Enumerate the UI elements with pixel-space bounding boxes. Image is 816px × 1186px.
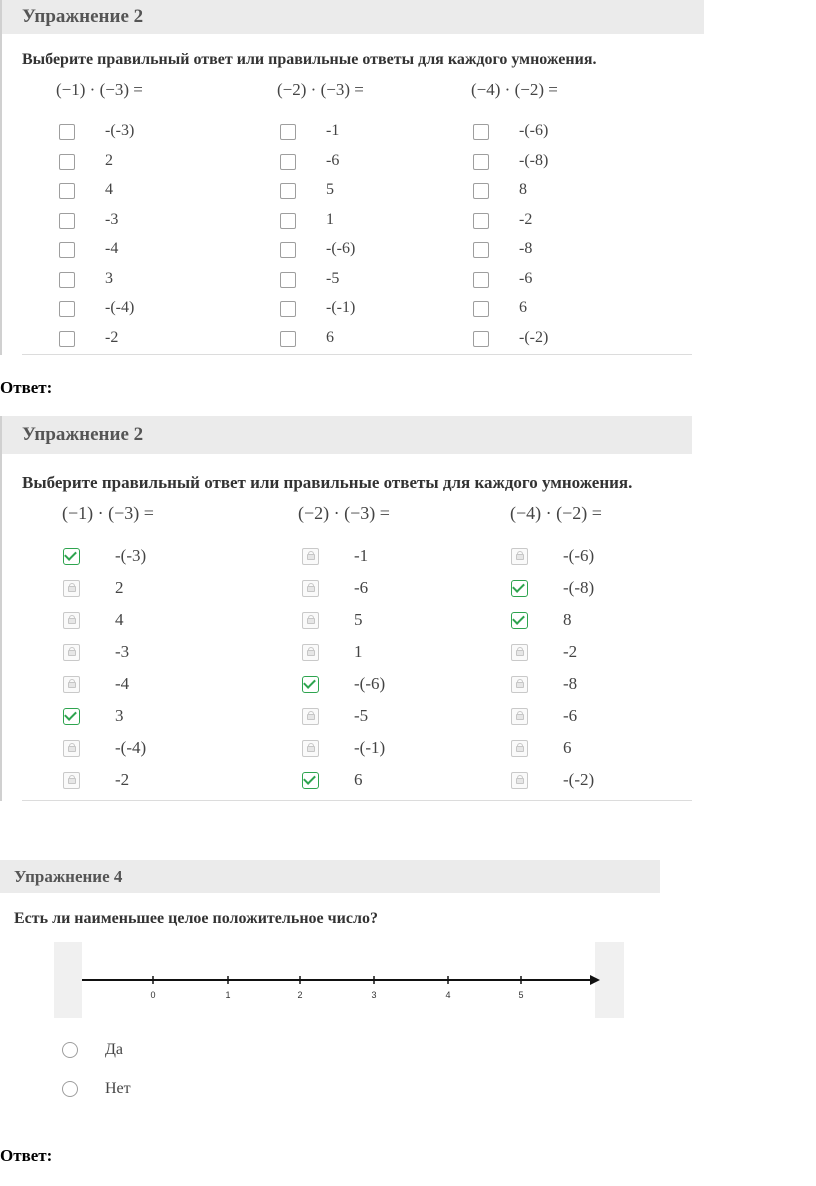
locked-checkbox-icon (511, 644, 528, 661)
option-label: 5 (354, 610, 363, 629)
exercise-title: Упражнение 4 (14, 866, 123, 886)
left-border (0, 416, 2, 801)
option-label: -5 (326, 269, 340, 287)
answer-option[interactable] (280, 181, 480, 205)
answer-option[interactable] (302, 706, 502, 730)
checked-checkbox-icon (63, 708, 80, 725)
option-label: -(-1) (326, 299, 356, 316)
answer-option[interactable] (511, 578, 711, 602)
option-label: 2 (105, 151, 113, 169)
locked-checkbox-icon (63, 644, 80, 661)
tick-label: 2 (297, 990, 303, 1000)
exercise-header (0, 860, 660, 893)
option-label: -(-4) (105, 299, 135, 316)
locked-checkbox-icon (302, 644, 319, 661)
left-border (0, 0, 2, 355)
option-label: -3 (105, 210, 119, 228)
option-label: 2 (115, 578, 124, 597)
option-label: -(-6) (354, 674, 386, 693)
option-label: -(-6) (519, 122, 549, 139)
answer-option[interactable] (511, 674, 711, 698)
answer-option[interactable] (511, 770, 711, 794)
checkbox[interactable] (59, 331, 75, 347)
answer-option[interactable] (59, 122, 259, 146)
checkbox[interactable] (280, 124, 296, 140)
checkbox[interactable] (280, 154, 296, 170)
option-label: -1 (354, 546, 369, 565)
checkbox[interactable] (473, 301, 489, 317)
locked-checkbox-icon (302, 708, 319, 725)
tick-label: 3 (371, 990, 377, 1000)
option-label: 3 (115, 706, 124, 725)
number-line (54, 942, 624, 1018)
option-label: -2 (105, 328, 119, 346)
answer-label: Ответ: (0, 1146, 53, 1165)
checked-checkbox-icon (511, 612, 528, 629)
option-label: -3 (115, 642, 130, 661)
checked-checkbox-icon (302, 676, 319, 693)
locked-checkbox-icon (63, 772, 80, 789)
answer-option[interactable] (59, 181, 259, 205)
checked-checkbox-icon (302, 772, 319, 789)
answer-option[interactable] (280, 299, 480, 323)
locked-checkbox-icon (511, 772, 528, 789)
option-label: 1 (326, 210, 334, 228)
checkbox[interactable] (280, 301, 296, 317)
option-label: -6 (519, 269, 533, 287)
option-label: -(-1) (354, 738, 386, 757)
answer-option[interactable] (280, 270, 480, 294)
answer-option[interactable] (59, 211, 259, 235)
locked-checkbox-icon (511, 548, 528, 565)
multiplication-expression: (−1) · (−3) = (56, 80, 143, 99)
answer-option[interactable] (280, 329, 480, 353)
option-label: -4 (105, 240, 119, 257)
answer-option[interactable] (59, 299, 259, 323)
locked-checkbox-icon (511, 708, 528, 725)
exercise-header (2, 416, 692, 454)
option-label: -(-6) (326, 240, 356, 257)
answer-option[interactable] (63, 738, 263, 762)
checkbox[interactable] (280, 213, 296, 229)
tick-label: 1 (225, 990, 231, 1000)
answer-option[interactable] (63, 578, 263, 602)
answer-option[interactable] (63, 610, 263, 634)
checkbox[interactable] (473, 331, 489, 347)
checkbox[interactable] (59, 183, 75, 199)
answer-option[interactable] (511, 706, 711, 730)
tick-label: 0 (150, 990, 156, 1000)
option-label: -6 (563, 706, 578, 725)
checkbox[interactable] (473, 242, 489, 258)
exercise-header (2, 0, 704, 34)
answer-option[interactable] (59, 270, 259, 294)
checkbox[interactable] (473, 183, 489, 199)
locked-checkbox-icon (302, 548, 319, 565)
checkbox[interactable] (280, 183, 296, 199)
option-label: -8 (563, 674, 578, 693)
answer-option[interactable] (302, 610, 502, 634)
option-yes-label: Да (105, 1041, 124, 1058)
option-label: -(-8) (563, 578, 595, 597)
answer-option[interactable] (302, 546, 502, 570)
answer-option[interactable] (63, 642, 263, 666)
locked-checkbox-icon (63, 612, 80, 629)
answer-option[interactable] (63, 770, 263, 794)
option-label: 6 (326, 328, 334, 346)
answer-option[interactable] (473, 181, 673, 205)
option-label: -2 (563, 642, 578, 661)
answer-option[interactable] (473, 152, 673, 176)
option-label: -(-3) (105, 122, 135, 139)
answer-option[interactable] (302, 674, 502, 698)
checked-checkbox-icon (511, 580, 528, 597)
locked-checkbox-icon (63, 580, 80, 597)
option-label: -6 (354, 578, 369, 597)
multiplication-expression: (−4) · (−2) = (510, 503, 602, 523)
option-label: 1 (354, 642, 363, 661)
option-label: 8 (519, 181, 527, 198)
option-label: 4 (115, 610, 124, 629)
answer-option[interactable] (302, 578, 502, 602)
checkbox[interactable] (280, 272, 296, 288)
option-no-label: Нет (105, 1080, 131, 1097)
answer-option[interactable] (63, 546, 263, 570)
answer-option[interactable] (280, 240, 480, 264)
checkbox[interactable] (280, 242, 296, 258)
option-label: -6 (326, 151, 340, 169)
checkbox[interactable] (59, 272, 75, 288)
locked-checkbox-icon (63, 676, 80, 693)
checkbox[interactable] (59, 301, 75, 317)
locked-checkbox-icon (511, 740, 528, 757)
option-label: -(-3) (115, 546, 147, 565)
tick-label: 5 (518, 990, 524, 1000)
locked-checkbox-icon (302, 740, 319, 757)
answer-option[interactable] (280, 152, 480, 176)
answer-option[interactable] (473, 240, 673, 264)
exercise-prompt: Выберите правильный ответ или правильные ответы для каждого умножения. (22, 473, 633, 492)
option-label: -(-4) (115, 738, 147, 757)
answer-option[interactable] (280, 211, 480, 235)
answer-option[interactable] (473, 270, 673, 294)
exercise-prompt: Выберите правильный ответ или правильные ответы для каждого умножения. (22, 51, 597, 68)
answer-option[interactable] (473, 299, 673, 323)
option-label: -4 (115, 674, 130, 693)
locked-checkbox-icon (511, 676, 528, 693)
answer-option[interactable] (511, 642, 711, 666)
answer-option[interactable] (511, 610, 711, 634)
option-label: -(-2) (519, 328, 549, 346)
multiplication-expression: (−1) · (−3) = (62, 503, 154, 523)
option-label: -8 (519, 240, 533, 257)
answer-option[interactable] (63, 706, 263, 730)
divider (22, 354, 692, 355)
answer-option[interactable] (302, 770, 502, 794)
option-label: 6 (563, 738, 572, 757)
checkbox[interactable] (473, 272, 489, 288)
checkbox[interactable] (59, 242, 75, 258)
checkbox[interactable] (59, 124, 75, 140)
answer-option[interactable] (473, 329, 673, 353)
locked-checkbox-icon (63, 740, 80, 757)
answer-option[interactable] (63, 674, 263, 698)
tick-label: 4 (445, 990, 451, 1000)
option-label: -(-6) (563, 546, 595, 565)
option-label: -(-2) (563, 770, 595, 789)
option-label: 6 (519, 299, 527, 316)
option-label: 3 (105, 269, 113, 287)
option-label: 5 (326, 181, 334, 198)
locked-checkbox-icon (302, 612, 319, 629)
option-label: -(-8) (519, 151, 549, 169)
answer-option[interactable] (302, 642, 502, 666)
option-label: -2 (115, 770, 130, 789)
exercise-title: Упражнение 2 (22, 424, 144, 445)
checkbox[interactable] (473, 124, 489, 140)
checkbox[interactable] (280, 331, 296, 347)
option-label: 8 (563, 610, 572, 629)
radio-yes[interactable] (62, 1042, 78, 1058)
checkbox[interactable] (473, 154, 489, 170)
option-label: -2 (519, 210, 533, 228)
exercise-title: Упражнение 2 (22, 6, 144, 27)
multiplication-expression: (−4) · (−2) = (471, 80, 558, 99)
option-label: -1 (326, 122, 340, 139)
answer-label: Ответ: (0, 378, 53, 397)
checked-checkbox-icon (63, 548, 80, 565)
option-label: -5 (354, 706, 369, 725)
answer-option[interactable] (59, 240, 259, 264)
answer-option[interactable] (473, 211, 673, 235)
answer-option[interactable] (511, 738, 711, 762)
answer-option[interactable] (511, 546, 711, 570)
divider (22, 800, 692, 801)
answer-option[interactable] (280, 122, 480, 146)
exercise-prompt: Есть ли наименьшее целое положительное число? (14, 910, 378, 927)
radio-no[interactable] (62, 1081, 78, 1097)
checkbox[interactable] (59, 213, 75, 229)
checkbox[interactable] (473, 213, 489, 229)
option-label: 6 (354, 770, 363, 789)
locked-checkbox-icon (302, 580, 319, 597)
answer-option[interactable] (59, 152, 259, 176)
option-label: 4 (105, 181, 113, 198)
answer-option[interactable] (59, 329, 259, 353)
checkbox[interactable] (59, 154, 75, 170)
multiplication-expression: (−2) · (−3) = (277, 80, 364, 99)
multiplication-expression: (−2) · (−3) = (298, 503, 390, 523)
answer-option[interactable] (473, 122, 673, 146)
answer-option[interactable] (302, 738, 502, 762)
